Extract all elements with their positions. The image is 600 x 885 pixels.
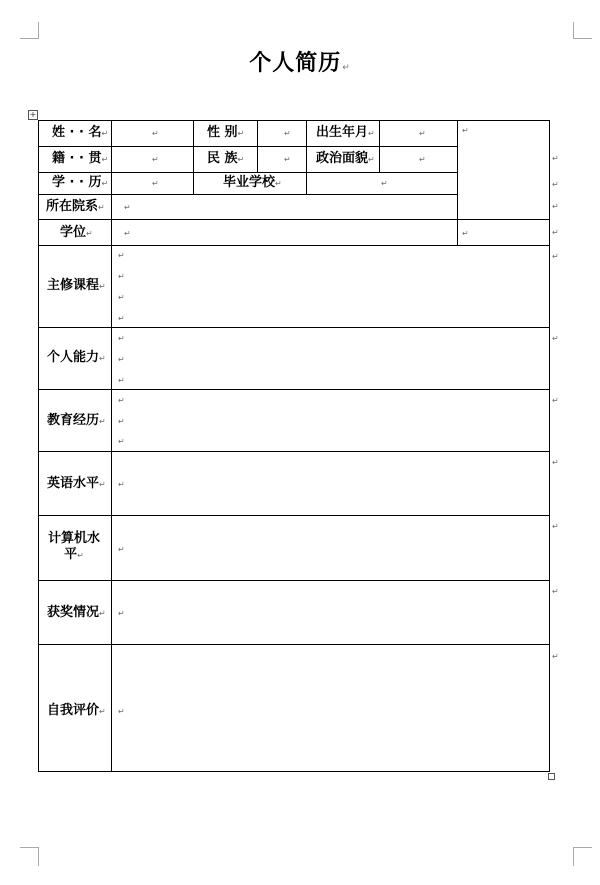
school-value-cell[interactable]: ↵ — [381, 179, 388, 188]
abilities-label: 个人能力↵ — [47, 350, 106, 365]
crop-mark-bottom-right — [573, 847, 592, 866]
courses-line[interactable]: ↵ — [118, 293, 125, 302]
self-eval-line[interactable]: ↵ — [118, 707, 125, 716]
abilities-line[interactable]: ↵ — [118, 355, 125, 364]
row-end-mark: ↵ — [552, 652, 559, 661]
table-border — [193, 120, 194, 194]
table-border — [38, 644, 550, 645]
political-status-label: 政治面貌↵ — [316, 151, 375, 166]
english-line[interactable]: ↵ — [118, 480, 125, 489]
table-resize-handle-icon[interactable] — [548, 773, 555, 780]
page-title — [0, 46, 600, 77]
edu-history-line[interactable]: ↵ — [118, 437, 125, 446]
row-end-mark: ↵ — [552, 334, 559, 343]
school-label: 毕业学校↵ — [223, 175, 282, 190]
degree-label: 学位↵ — [60, 225, 93, 240]
birth-label: 出生年月↵ — [316, 125, 375, 140]
department-value-cell[interactable]: ↵ — [124, 203, 131, 212]
awards-line[interactable]: ↵ — [118, 609, 125, 618]
birth-value-cell[interactable]: ↵ — [419, 129, 426, 138]
table-border — [38, 451, 550, 452]
table-border — [38, 172, 457, 173]
courses-line[interactable]: ↵ — [118, 251, 125, 260]
row-end-mark: ↵ — [552, 522, 559, 531]
row-end-mark: ↵ — [552, 228, 559, 237]
table-border — [38, 120, 39, 771]
row-end-mark: ↵ — [552, 396, 559, 405]
edu-history-line[interactable]: ↵ — [118, 396, 125, 405]
table-border — [38, 146, 457, 147]
native-place-label: 籍 · · 贯↵ — [52, 151, 109, 166]
education-label: 学 · · 历↵ — [52, 175, 109, 190]
self-eval-label: 自我评价↵ — [47, 703, 106, 718]
computer-line[interactable]: ↵ — [118, 545, 125, 554]
edu-history-label: 教育经历↵ — [47, 413, 106, 428]
row-end-mark: ↵ — [552, 587, 559, 596]
courses-line[interactable]: ↵ — [118, 272, 125, 281]
department-label: 所在院系↵ — [46, 199, 105, 214]
courses-line[interactable]: ↵ — [118, 314, 125, 323]
education-value-cell[interactable]: ↵ — [152, 179, 159, 188]
row-end-mark: ↵ — [552, 458, 559, 467]
table-border — [38, 771, 550, 772]
crop-mark-bottom-left — [20, 847, 39, 866]
table-border — [38, 580, 550, 581]
row-end-mark: ↵ — [552, 180, 559, 189]
native-place-value-cell[interactable]: ↵ — [152, 155, 159, 164]
awards-label: 获奖情况↵ — [47, 605, 106, 620]
degree-extra-cell[interactable]: ↵ — [462, 229, 469, 238]
degree-value-cell[interactable]: ↵ — [124, 229, 131, 238]
table-border — [38, 327, 550, 328]
row-end-mark: ↵ — [552, 252, 559, 261]
table-border — [38, 120, 550, 121]
political-status-value-cell[interactable]: ↵ — [419, 155, 426, 164]
crop-mark-top-left — [20, 22, 39, 39]
table-border — [111, 120, 112, 771]
ethnicity-value-cell[interactable]: ↵ — [284, 155, 291, 164]
page-title-text: 个人简历 — [249, 51, 342, 76]
gender-label: 性 别↵ — [207, 125, 245, 140]
crop-mark-top-right — [573, 22, 592, 39]
name-value-cell[interactable]: ↵ — [152, 129, 159, 138]
table-border — [457, 120, 458, 245]
table-border — [38, 389, 550, 390]
photo-cell[interactable]: ↵ — [462, 126, 469, 135]
abilities-line[interactable]: ↵ — [118, 334, 125, 343]
row-end-mark: ↵ — [552, 202, 559, 211]
table-border — [306, 120, 307, 194]
ethnicity-label: 民 族↵ — [207, 151, 245, 166]
courses-label: 主修课程↵ — [47, 278, 106, 293]
table-border — [549, 120, 550, 771]
table-move-handle-icon[interactable]: + — [29, 110, 37, 119]
table-border — [379, 120, 380, 172]
paragraph-mark: ↵ — [342, 63, 351, 73]
edu-history-line[interactable]: ↵ — [118, 417, 125, 426]
table-border — [38, 194, 457, 195]
gender-value-cell[interactable]: ↵ — [284, 129, 291, 138]
name-label: 姓 · · 名↵ — [52, 125, 109, 140]
table-border — [38, 219, 550, 220]
computer-label: 计算机水平↵ — [47, 531, 100, 562]
abilities-line[interactable]: ↵ — [118, 376, 125, 385]
row-end-mark: ↵ — [552, 154, 559, 163]
table-border — [38, 515, 550, 516]
table-border — [38, 245, 550, 246]
table-border — [257, 120, 258, 172]
english-label: 英语水平↵ — [47, 476, 106, 491]
